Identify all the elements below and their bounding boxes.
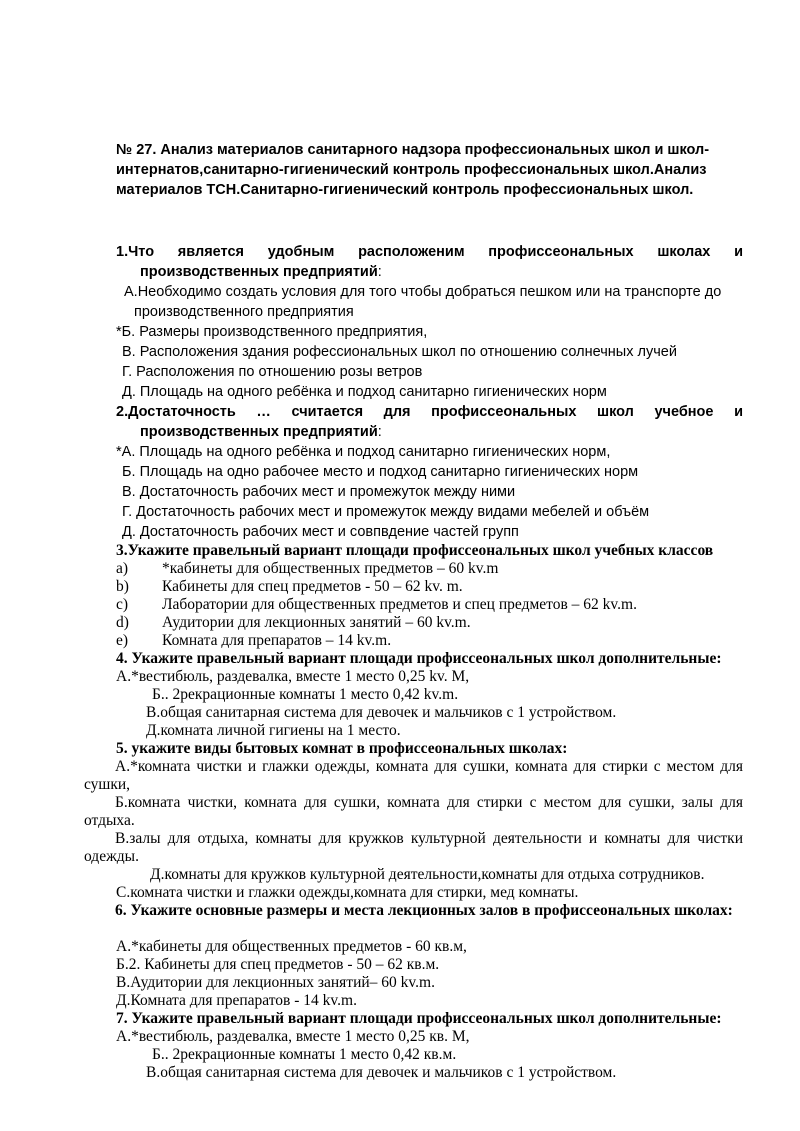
- question-6-option-d: Д.Комната для препаратов - 14 kv.m.: [116, 992, 357, 1009]
- question-6-option-a: А.*кабинеты для общественных предметов - 60 кв.м,: [116, 938, 467, 955]
- question-1-title-line-1: 1.Что является удобным расположеним профиссеональных школах и: [116, 244, 743, 260]
- question-3-mark-c: c): [116, 596, 129, 613]
- question-5-option-b: Б.комната чистки, комната для сушки, комната для стирки с местом для сушки, залы для отдыха.: [84, 794, 743, 829]
- question-1-option-v: В. Расположения здания рофессиональных школ по отношению солнечных лучей: [122, 344, 677, 360]
- question-6-option-v: В.Аудитории для лекционных занятий– 60 kv.m.: [116, 974, 435, 991]
- question-4-option-a: А.*вестибюль, раздевалка, вместе 1 место 0,25 kv. M,: [116, 668, 470, 685]
- question-3-title: 3.Укажите правельный вариант площади профиссеональных школ учебных классов: [116, 542, 714, 559]
- question-3-option-e: Комната для препаратов – 14 kv.m.: [162, 632, 392, 649]
- question-4-option-d: Д.комната личной гигиены на 1 место.: [146, 722, 401, 739]
- question-1-colon: :: [377, 264, 382, 280]
- question-5-option-a: А.*комната чистки и глажки одежды, комната для сушки, комната для стирки с местом для сушки,: [84, 758, 743, 793]
- question-2-colon: :: [377, 424, 382, 440]
- question-3-mark-e: e): [116, 632, 129, 649]
- question-2-title: [116, 402, 743, 422]
- question-7-title: 7. Укажите правельный вариант площади профиссеональных школ дополнительные:: [116, 1010, 722, 1027]
- question-1-option-a-cont: производственного предприятия: [134, 304, 354, 320]
- question-2-option-a: *А. Площадь на одного ребёнка и подход санитарно гигиенических норм,: [116, 444, 611, 460]
- question-2-title-line-2-text: производственных предприятий: [140, 424, 378, 440]
- question-3-option-b: Кабинеты для спец предметов - 50 – 62 kv. m.: [162, 578, 463, 595]
- question-3-mark-a: a): [116, 560, 129, 577]
- question-2-option-v: В. Достаточность рабочих мест и промежуток между ними: [122, 484, 516, 500]
- question-5-option-s: С.комната чистки и глажки одежды,комната для стирки, мед комнаты.: [116, 884, 579, 901]
- question-3-option-d: Аудитории для лекционных занятий – 60 kv.m.: [162, 614, 471, 631]
- question-1-title: [116, 242, 743, 262]
- question-1-title-line-2-text: производственных предприятий: [140, 264, 378, 280]
- question-5-option-v: В.залы для отдыха, комнаты для кружков культурной деятельности и комнаты для чистки одежды.: [84, 830, 743, 865]
- question-4-option-b: Б.. 2рекрационные комнаты 1 место 0,42 kv.m.: [152, 686, 459, 703]
- question-5-option-d: Д.комнаты для кружков культурной деятельности,комнаты для отдыха сотрудников.: [150, 866, 705, 883]
- question-4-option-v: В.общая санитарная система для девочек и мальчиков с 1 устройством.: [146, 704, 617, 721]
- question-1-title-line-2: [140, 262, 382, 282]
- question-4-title: 4. Укажите правельный вариант площади профиссеональных школ дополнительные:: [116, 650, 722, 667]
- question-1-option-g: Г. Расположения по отношению розы ветров: [122, 364, 423, 380]
- question-2-option-b: Б. Площадь на одно рабочее место и подход санитарно гигиенических норм: [122, 464, 639, 480]
- question-7-option-a: А.*вестибюль, раздевалка, вместе 1 место 0,25 кв. М,: [116, 1028, 470, 1045]
- question-1-option-d: Д. Площадь на одного ребёнка и подход санитарно гигиенических норм: [122, 384, 607, 400]
- question-3-option-a: *кабинеты для общественных предметов – 60 kv.m: [162, 560, 499, 577]
- question-6-option-b: Б.2. Кабинеты для спец предметов - 50 – 62 кв.м.: [116, 956, 440, 973]
- question-2-title-line-2: [140, 422, 382, 442]
- question-6-title: 6. Укажите основные размеры и места лекционных залов в профиссеональных школах:: [115, 902, 733, 919]
- question-2-option-g: Г. Достаточность рабочих мест и промежуток между видами мебелей и объём: [122, 504, 650, 520]
- question-3-mark-d: d): [116, 614, 129, 631]
- question-7-option-b: Б.. 2рекрационные комнаты 1 место 0,42 кв.м.: [152, 1046, 457, 1063]
- question-2-title-line-1: 2.Достаточность … считается для профиссеональных школ учебное и: [116, 404, 743, 420]
- question-2-option-d: Д. Достаточность рабочих мест и совпвдение частей групп: [122, 524, 519, 540]
- question-1-option-a: А.Необходимо создать условия для того чтобы добраться пешком или на транспорте до: [124, 284, 722, 300]
- question-3-option-c: Лаборатории для общественных предметов и спец предметов – 62 kv.m.: [162, 596, 637, 613]
- question-1-option-b: *Б. Размеры производственного предприятия,: [116, 324, 428, 340]
- question-7-option-v: В.общая санитарная система для девочек и мальчиков с 1 устройством.: [146, 1064, 617, 1081]
- document-heading: № 27. Анализ материалов санитарного надзора профессиональных школ и школ-интернатов,санитарно-гигиенический контроль профессиональных школ.Анализ материалов ТСН.Санитарно-гигиенический контроль профессиональных школ.: [116, 142, 710, 198]
- question-5-title: 5. укажите виды бытовых комнат в профиссеональных школах:: [116, 740, 568, 757]
- question-3-mark-b: b): [116, 578, 129, 595]
